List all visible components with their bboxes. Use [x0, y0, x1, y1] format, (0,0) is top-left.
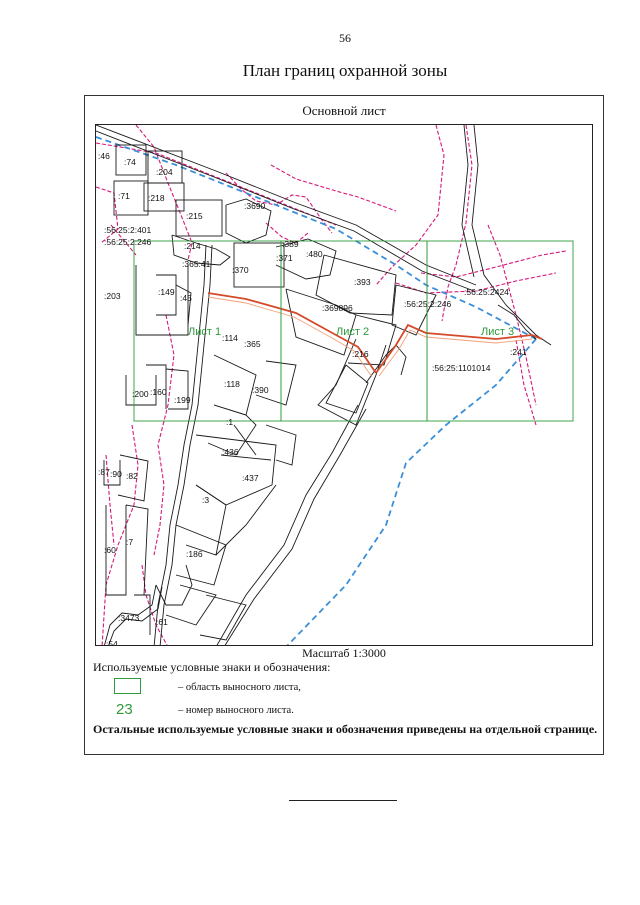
- parcel-label: :90: [110, 469, 122, 479]
- parcel-label: :60: [104, 545, 116, 555]
- parcel-label: :370: [232, 265, 249, 275]
- parcel-label: :436: [222, 447, 239, 457]
- sheet-number-legend-symbol: 23: [116, 701, 133, 718]
- sheet-area-legend-symbol: [114, 678, 141, 694]
- parcel-label: :61: [156, 617, 168, 627]
- parcel-label: :56:25:1101014: [432, 363, 491, 373]
- parcel-label: :56:25:2:246: [104, 237, 152, 247]
- parcel-label: :218: [148, 193, 165, 203]
- parcel-label: :71: [118, 191, 130, 201]
- parcel-label: :203: [104, 291, 121, 301]
- map-panel[interactable]: [95, 124, 593, 646]
- sheet-area-legend-text: – область выносного листа,: [178, 682, 301, 693]
- parcel-label: :1: [226, 417, 234, 427]
- parcel-label: :56:25:2:401: [104, 225, 152, 235]
- parcel-label: :45: [180, 293, 192, 303]
- parcel-label: :186: [186, 549, 203, 559]
- parcel-label: :437: [242, 473, 259, 483]
- parcel-label: :3: [202, 495, 210, 505]
- cadastral-map: [96, 125, 593, 646]
- sheet-3-label: Лист 3: [481, 326, 515, 338]
- parcel-label: :3473: [118, 613, 140, 623]
- parcel-label: :390: [252, 385, 269, 395]
- parcel-label: :393: [354, 277, 371, 287]
- parcel-label: :56:25:2:246: [404, 299, 452, 309]
- page-title: План границ охранной зоны: [242, 61, 448, 80]
- sheet-1-label: Лист 1: [188, 326, 222, 338]
- sheet-number-legend-text: – номер выносного листа.: [178, 705, 294, 716]
- parcel-label: :54: [106, 639, 118, 647]
- parcel-label: :365:41: [182, 259, 211, 269]
- parcel-label: :371: [276, 253, 293, 263]
- parcel-label: :114: [222, 333, 238, 343]
- parcel-label: :46: [98, 151, 110, 161]
- parcel-label: :3690: [244, 201, 266, 211]
- parcel-label: :389: [282, 239, 299, 249]
- parcel-label: :369896: [322, 303, 353, 313]
- parcel-label: :56:25:2424: [464, 287, 509, 297]
- parcel-label: :214: [184, 241, 201, 251]
- parcel-label: :160: [150, 387, 167, 397]
- parcel-label: :200: [132, 389, 149, 399]
- parcel-label: :241: [510, 347, 527, 357]
- parcel-label: :82: [126, 471, 138, 481]
- legend-title: Используемые условные знаки и обозначения:: [93, 660, 331, 674]
- parcel-label: :149: [158, 287, 175, 297]
- parcel-label: :118: [224, 379, 240, 389]
- legend-note: Остальные используемые условные знаки и обозначения приведены на отдельной странице.: [93, 722, 598, 736]
- parcel-label: :480: [306, 249, 323, 259]
- sheet-2-label: Лист 2: [336, 326, 370, 338]
- parcel-label: :215: [186, 211, 203, 221]
- parcel-label: :204: [156, 167, 173, 177]
- parcel-label: :199: [174, 395, 191, 405]
- parcel-label: :7: [126, 537, 134, 547]
- map-caption: Основной лист: [302, 103, 386, 118]
- scale-label: Масштаб 1:3000: [302, 646, 386, 660]
- parcel-label: :365: [244, 339, 261, 349]
- page-number: 56: [339, 31, 351, 45]
- parcel-label: :74: [124, 157, 136, 167]
- signature-underline: [289, 800, 397, 801]
- parcel-label: :87: [98, 467, 110, 477]
- parcel-label: :216: [352, 349, 369, 359]
- parcel-outlines: [96, 125, 551, 646]
